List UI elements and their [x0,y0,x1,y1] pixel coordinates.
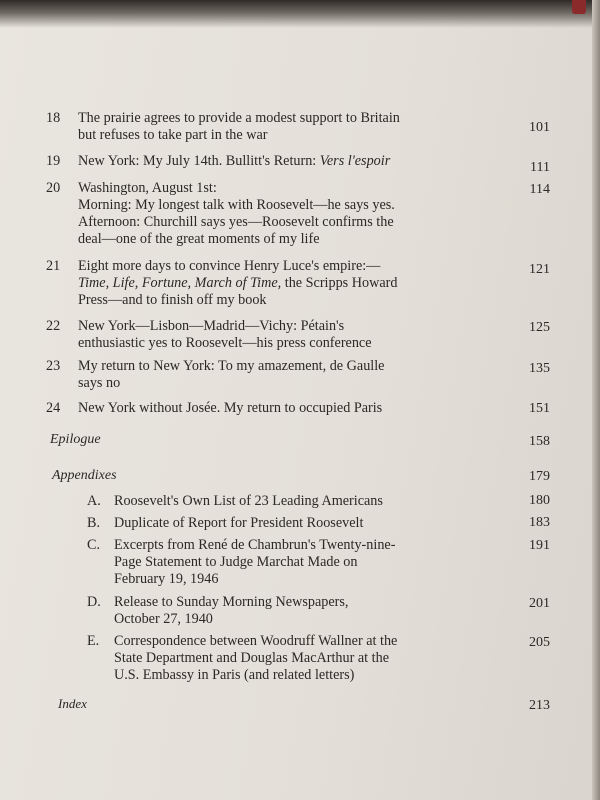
page-number: 183 [529,515,550,530]
chapter-number: 18 [46,110,61,126]
chapter-title-part: New York: My July 14th. Bullitt's Return: [78,153,320,169]
page-number: 111 [530,160,550,175]
chapter-title-line: but refuses to take part in the war [78,127,268,143]
chapter-title-line [78,153,390,170]
page-number: 205 [529,635,550,650]
appendix-letter: D. [87,594,101,610]
chapter-title-line: Washington, August 1st: [78,180,217,196]
appendix-letter: B. [87,515,101,531]
appendixes-label: Appendixes [52,468,117,483]
appendix-title-line: Excerpts from René de Chambrun's Twenty-nine- [114,537,396,553]
chapter-title-line: Eight more days to convince Henry Luce's empire:— [78,258,381,274]
page-number: 114 [529,182,550,197]
page-number: 201 [529,596,550,611]
page-edge [592,0,600,800]
chapter-title-italic: Time, Life, Fortune, March of Time, [78,275,282,291]
appendix-title-line: U.S. Embassy in Paris (and related letters) [114,667,355,683]
appendix-title-line: State Department and Douglas MacArthur at the [114,650,389,666]
chapter-number: 19 [46,153,61,169]
ribbon-marker [572,0,586,14]
page-number: 125 [529,320,550,335]
appendix-title-line: Page Statement to Judge Marchat Made on [114,554,358,570]
appendix-letter: C. [87,537,101,553]
chapter-number: 23 [46,358,61,374]
page-number: 180 [529,493,550,508]
appendix-title-line: February 19, 1946 [114,571,219,587]
chapter-title-line: New York—Lisbon—Madrid—Vichy: Pétain's [78,318,345,334]
page-number: 179 [529,469,550,484]
chapter-title-line: says no [78,375,121,391]
chapter-title-line: New York without Josée. My return to occupied Paris [78,400,383,416]
chapter-title-line: My return to New York: To my amazement, de Gaulle [78,358,385,374]
chapter-title-line [78,275,397,292]
top-shadow [0,0,600,28]
page-number: 191 [529,538,550,553]
index-label: Index [58,696,87,711]
chapter-title-italic: Vers l'espoir [319,153,391,169]
appendix-title-line: October 27, 1940 [114,611,213,627]
page-number: 121 [529,262,550,277]
page-number: 101 [529,120,550,135]
chapter-title-line: deal—one of the great moments of my life [78,231,320,247]
chapter-title-line: Morning: My longest talk with Roosevelt—he says yes. [78,197,395,213]
chapter-number: 21 [46,258,61,274]
page-number: 135 [529,361,550,376]
chapter-number: 22 [46,318,61,334]
appendix-title-line: Correspondence between Woodruff Wallner at the [114,633,398,649]
page-number: 151 [529,401,550,416]
appendix-letter: A. [87,493,101,509]
chapter-title-part: the Scripps Howard [281,275,398,291]
chapter-title-line: The prairie agrees to provide a modest support to Britain [78,110,400,126]
chapter-title-line: enthusiastic yes to Roosevelt—his press conference [78,335,372,351]
chapter-title-line: Afternoon: Churchill says yes—Roosevelt confirms the [78,214,394,230]
epilogue-label: Epilogue [50,432,101,447]
appendix-letter: E. [87,633,100,649]
appendix-title-line: Roosevelt's Own List of 23 Leading Americans [114,493,383,509]
page-number: 213 [529,698,550,713]
chapter-title-line: Press—and to finish off my book [78,292,267,308]
appendix-title-line: Release to Sunday Morning Newspapers, [114,594,349,610]
appendix-title-line: Duplicate of Report for President Roosevelt [114,515,364,531]
chapter-number: 20 [46,180,61,196]
chapter-number: 24 [46,400,61,416]
page-number: 158 [529,434,550,449]
